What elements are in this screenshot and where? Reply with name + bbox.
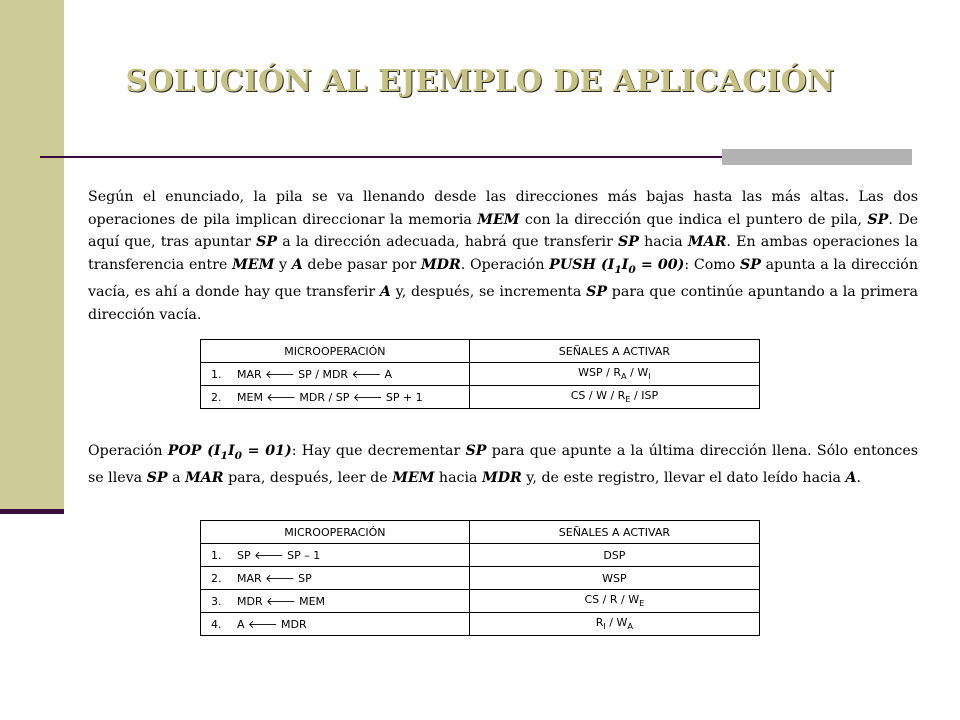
signals-cell: CS / R / $W_E$ bbox=[469, 590, 759, 613]
microoperation-text: SP 🡐 SP – 1 bbox=[237, 549, 321, 562]
table-row bbox=[201, 613, 760, 636]
pop-paragraph: Operación POP $(I_1I_0 = 01)$: Hay que decrementar SP para que apunte a la última dirección llena. Sólo entonces se lleva SP a MAR para, después, leer de MEM hacia MDR y, de este registro, llevar el dato leído hacia A. bbox=[88, 443, 919, 487]
pop-rows bbox=[201, 544, 760, 636]
step-number: 2. bbox=[211, 391, 222, 404]
table-header-row bbox=[201, 521, 760, 544]
microoperation-cell bbox=[201, 590, 470, 613]
step-number: 1. bbox=[211, 549, 222, 562]
microoperation-cell bbox=[201, 386, 470, 409]
slide-title: SOLUCIÓN AL EJEMPLO DE APLICACIÓN bbox=[125, 64, 835, 99]
microoperation-cell bbox=[201, 567, 470, 590]
header-microoperation: MICROOPERACIÓN bbox=[201, 521, 470, 544]
pop-microops-table bbox=[200, 520, 760, 636]
signals-cell: CS / W / $R_E$ / ISP bbox=[469, 386, 759, 409]
signals-cell: WSP bbox=[469, 567, 759, 590]
table-row bbox=[201, 386, 760, 409]
table-row bbox=[201, 363, 760, 386]
microoperation-text: MAR 🡐 SP / MDR 🡐 A bbox=[237, 368, 393, 381]
microoperation-text: A 🡐 MDR bbox=[237, 618, 307, 631]
push-microops-table bbox=[200, 339, 760, 409]
signals-cell: WSP / $R_A / W_I$ bbox=[469, 363, 759, 386]
microoperation-text: MAR 🡐 SP bbox=[237, 572, 312, 585]
header-signals: SEÑALES A ACTIVAR bbox=[469, 340, 759, 363]
intro-paragraph: Según el enunciado, la pila se va llenando desde las direcciones más bajas hasta las más altas. Las dos operaciones de pila implican direccionar la memoria MEM con la dirección que indica el puntero de pila, SP. De aquí que, tras apuntar SP a la dirección adecuada, habrá que transferir SP hacia MAR. En ambas operaciones la transferencia entre MEM y A debe pasar por MDR. Operación PUSH $(I_1I_0 = 00)$: Como SP apunta a la dirección vacía, es ahí a donde hay que transferir A y, después, se incrementa SP para que continúe apuntando a la primera dirección vacía. bbox=[88, 189, 918, 323]
table-header-row bbox=[201, 340, 760, 363]
title-divider-block bbox=[722, 149, 912, 165]
push-rows bbox=[201, 363, 760, 409]
step-number: 1. bbox=[211, 368, 222, 381]
side-accent-bar-foot bbox=[0, 509, 64, 514]
microoperation-text: MEM 🡐 MDR / SP 🡐 SP + 1 bbox=[237, 391, 423, 404]
microoperation-cell bbox=[201, 544, 470, 567]
signals-cell: $R_I / W_A$ bbox=[469, 613, 759, 636]
microoperation-cell bbox=[201, 363, 470, 386]
header-microoperation: MICROOPERACIÓN bbox=[201, 340, 470, 363]
table-row bbox=[201, 544, 760, 567]
header-signals: SEÑALES A ACTIVAR bbox=[469, 521, 759, 544]
step-number: 2. bbox=[211, 572, 222, 585]
step-number: 3. bbox=[211, 595, 222, 608]
table-row bbox=[201, 567, 760, 590]
step-number: 4. bbox=[211, 618, 222, 631]
table-row bbox=[201, 590, 760, 613]
microoperation-cell bbox=[201, 613, 470, 636]
microoperation-text: MDR 🡐 MEM bbox=[237, 595, 326, 608]
signals-cell: DSP bbox=[469, 544, 759, 567]
